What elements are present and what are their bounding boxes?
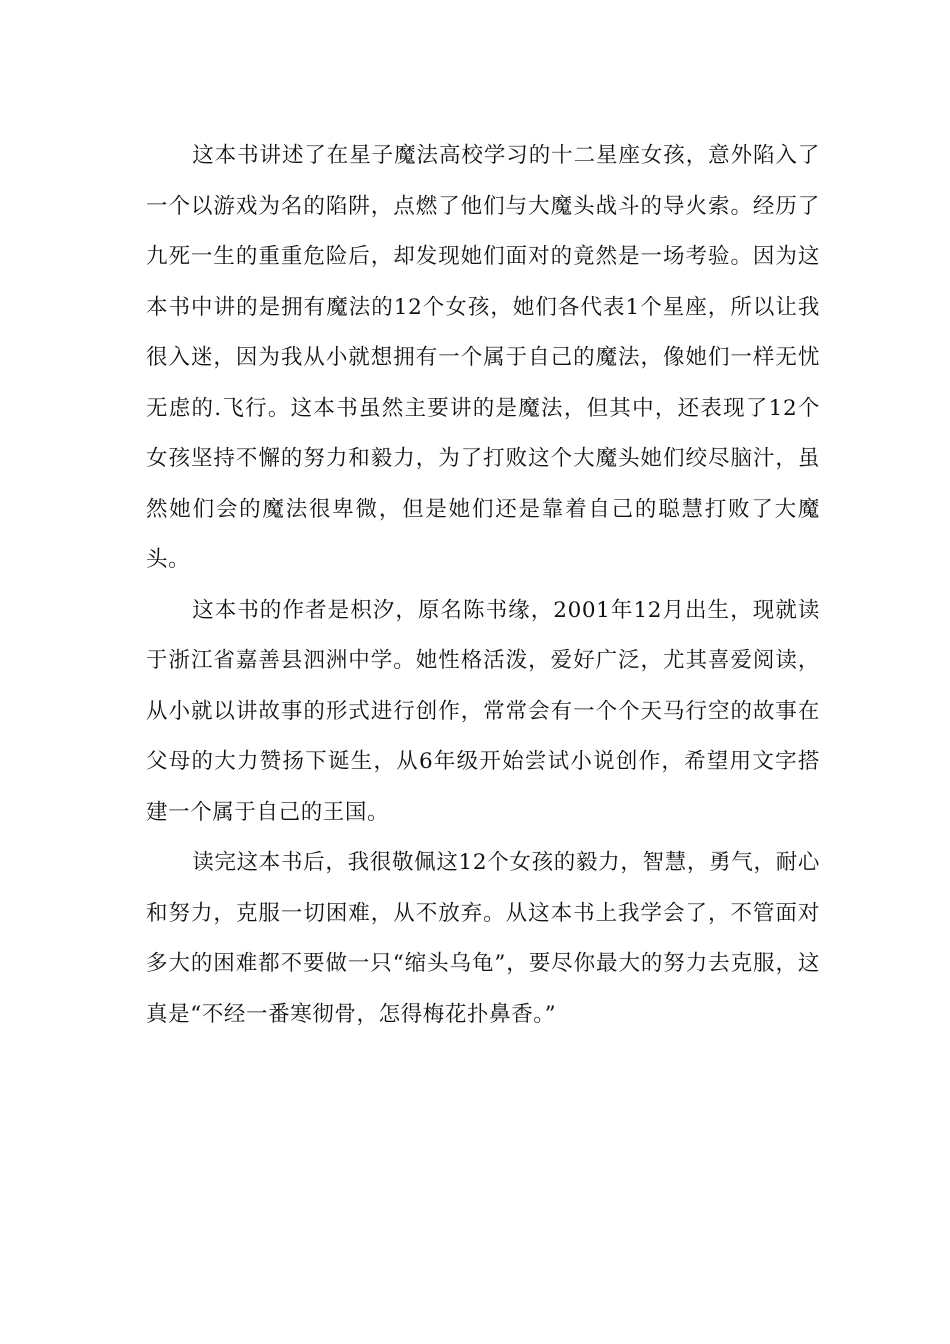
document-body — [146, 131, 820, 1040]
paragraph-book-summary: 这本书讲述了在星子魔法高校学习的十二星座女孩，意外陷入了一个以游戏为名的陷阱，点燃了他们与大魔头战斗的导火索。经历了九死一生的重重危险后，却发现她们面对的竟然是一场考验。因为这本书中讲的是拥有魔法的12个女孩，她们各代表1个星座，所以让我很入迷，因为我从小就想拥有一个属于自己的魔法，像她们一样无忧无虑的.飞行。这本书虽然主要讲的是魔法，但其中，还表现了12个女孩坚持不懈的努力和毅力，为了打败这个大魔头她们绞尽脑汁，虽然她们会的魔法很卑微，但是她们还是靠着自己的聪慧打败了大魔头。 — [146, 143, 820, 572]
paragraph-author-bio: 这本书的作者是枳汐，原名陈书缘，2001年12月出生，现就读于浙江省嘉善县泗洲中学。她性格活泼，爱好广泛，尤其喜爱阅读，从小就以讲故事的形式进行创作，常常会有一个个天马行空的故事在父母的大力赞扬下诞生，从6年级开始尝试小说创作，希望用文字搭建一个属于自己的王国。 — [146, 597, 820, 825]
paragraph-reflection: 读完这本书后，我很敬佩这12个女孩的毅力，智慧，勇气，耐心和努力，克服一切困难，从不放弃。从这本书上我学会了，不管面对多大的困难都不要做一只“缩头乌龟”，要尽你最大的努力去克服，这真是“不经一番寒彻骨，怎得梅花扑鼻香。” — [146, 850, 820, 1027]
